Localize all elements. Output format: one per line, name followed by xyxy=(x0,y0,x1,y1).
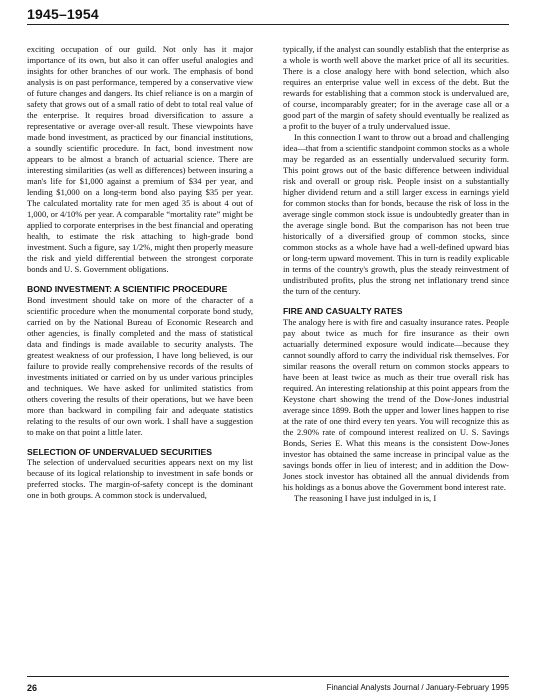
running-header: 1945–1954 xyxy=(27,6,99,22)
right-paragraph-1: typically, if the analyst can soundly establish that the enterprise as a whole is worth well above the market price of all its securities. There is a close analogy here with bond selection, which also requires an enterprise value well in excess of the debt. But the rewards for establishing that a common stock is undervalued are, of course, incomparably greater; for in the average case all or a good part of the margin of safety should eventually be realized as a profit to the buyer of a truly undervalued issue. xyxy=(283,44,509,131)
section-heading-bond-investment: BOND INVESTMENT: A SCIENTIFIC PROCEDURE xyxy=(27,284,228,294)
footer-rule xyxy=(27,676,509,677)
right-column xyxy=(283,44,509,659)
journal-citation: Financial Analysts Journal / January-February 1995 xyxy=(326,683,509,692)
header-rule xyxy=(27,24,509,25)
right-paragraph-2: In this connection I want to throw out a broad and challenging idea—that from a scientific standpoint common stocks as a whole may be regarded as an essentially undervalued security form. This point grows out of the basic difference between individual risk and overall or group risk. People insist on a substantially higher dividend return and a still larger excess in earnings yield for common stocks than for bonds, because the risk of loss in the average single common stock issue is undoubtedly greater than in the average single bond. But the comparison has not been true historically of a diversified group of common stocks, since common stocks as a whole have had a well-defined upward bias or long-term upward movement. This in turn is readily explicable in terms of the country's growth, plus the steady reinvestment of undistributed profits, plus the strong net inflationary trend since the turn of the century. xyxy=(283,132,509,296)
left-paragraph-1: exciting occupation of our guild. Not only has it major importance of its own, but also it can offer useful analogies and insights for other branches of our work. The emphasis of bond analysis is on past performance, tempered by a conservative view of future changes and dangers. Its chief reliance is on a margin of safety that grows out of a small ratio of debt to total real value of the enterprise. It requires broad diversification to assure a representative or average over-all result. These viewpoints have made bond investment, as practiced by our financial institutions, a soundly scientific procedure. In fact, bond investment now appears to be almost a branch of actuarial science. There are interesting similarities (as well as differences) between insuring a man's life for $1,000 against a premium of $34 per year, and lending $1,000 on a long-term bond also paying $35 per year. The calculated mortality rate for men aged 35 is about 4 out of 1,000, or 4/10% per year. A comparable “mortality rate” might be applied to corporate enterprises in the best financial and operating health, to estimate the risk attaching to high-grade bond investment. Such a figure, say 1/2%, might then properly measure the risk and yield differential between the strongest corporate bonds and U. S. Government obligations. xyxy=(27,44,253,274)
section-heading-undervalued-securities: SELECTION OF UNDERVALUED SECURITIES xyxy=(27,446,212,457)
right-paragraph-3: The analogy here is with fire and casualty insurance rates. People pay about twice as much for fire insurance as their own actuarially determined exposure would indicate—because they cannot soundly afford to carry the individual risk themselves. For similar reasons the overall return on common stocks appears to have been at least twice as much as their true overall risk has required. An interesting relationship at this point appears from the Keystone chart showing the trend of the Dow-Jones industrial average since 1899. Both the upper and lower lines happen to rise at the rate of one third every ten years. You will recognize this as the 2.90% rate of compound interest realized on U. S. Savings Bonds, Series E. What this means is the consistent Dow-Jones investor has obtained the same increase in principal value as the savings bonds offer in lieu of interest; and in addition the Dow-Jones stock investor has obtained all the annual dividends from his holdings as a bonus above the Government bond interest rate. xyxy=(283,316,509,492)
left-column xyxy=(27,44,253,659)
section-heading-fire-casualty: FIRE AND CASUALTY RATES xyxy=(283,306,403,316)
page-number: 26 xyxy=(27,683,38,693)
left-paragraph-3: The selection of undervalued securities appears next on my list because of its logical relationship to investment in safe bonds or preferred stocks. The margin-of-safety concept is the dominant one in both groups. A common stock is undervalued, xyxy=(27,457,253,500)
left-paragraph-2: Bond investment should take on more of the character of a scientific procedure when the monumental corporate bond study, carried on by the National Bureau of Economic Research and other agencies, is finally completed and the mass of statistical data and findings is made available to security analysts. The greatest weakness of our profession, I have long believed, is our failure to provide really comprehensive records of the results of investments initiated or carried on by us under various principles and techniques. We have asked for unlimited statistics from others covering the results of their operations, but we have been more than backward in compiling fair and adequate statistics relating to the results of our own work. I shall have a suggestion to make on that point a little later. xyxy=(27,294,253,437)
right-paragraph-4: The reasoning I have just indulged in is, I xyxy=(294,492,437,503)
